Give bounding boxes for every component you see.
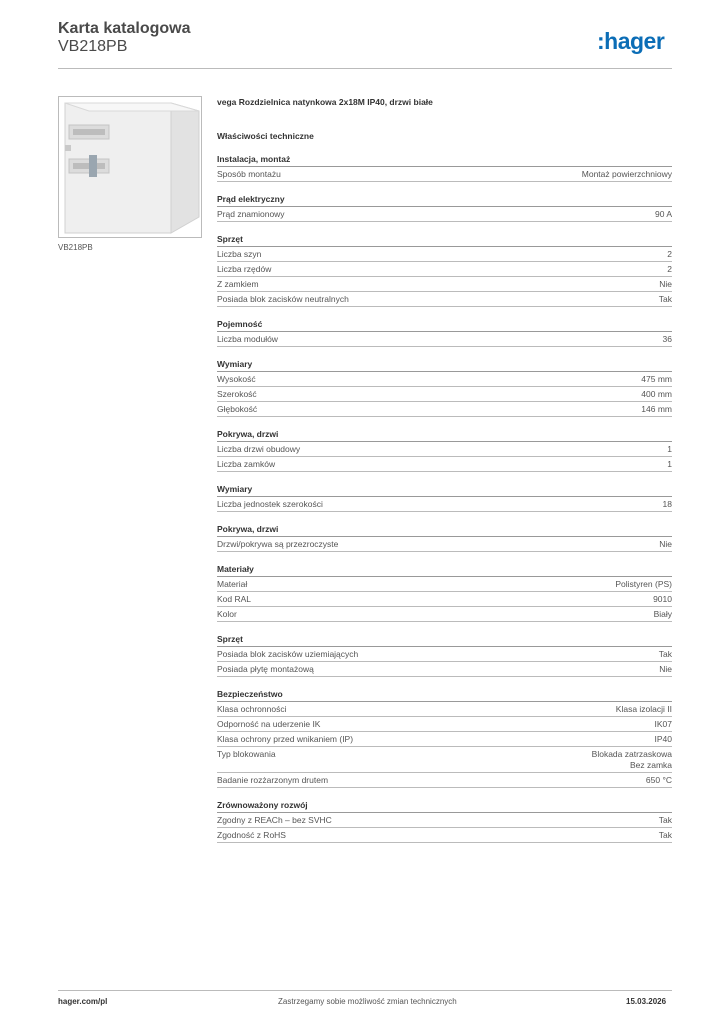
- spec-label: Zgodność z RoHS: [217, 830, 286, 840]
- spec-row: [217, 662, 672, 677]
- spec-value: 400 mm: [641, 389, 672, 399]
- spec-label: Zgodny z REACh – bez SVHC: [217, 815, 332, 825]
- section-heading: Pokrywa, drzwi: [217, 428, 672, 442]
- spec-value: Biały: [653, 609, 672, 619]
- section-heading: Wymiary: [217, 483, 672, 497]
- spec-label: Szerokość: [217, 389, 257, 399]
- tech-properties-title: Właściwości techniczne: [217, 131, 314, 141]
- spec-label: Drzwi/pokrywa są przezroczyste: [217, 539, 339, 549]
- spec-value: 90 A: [654, 209, 672, 219]
- spec-row: [217, 247, 672, 262]
- spec-value: Nie: [659, 539, 672, 549]
- spec-section: [217, 428, 672, 472]
- spec-section: [217, 688, 672, 788]
- spec-label: Prąd znamionowy: [217, 209, 285, 219]
- spec-value: Polistyren (PS): [615, 579, 672, 589]
- spec-label: Klasa ochrony przed wnikaniem (IP): [217, 734, 354, 744]
- spec-label: Z zamkiem: [217, 279, 259, 289]
- spec-label: Liczba jednostek szerokości: [217, 499, 323, 509]
- spec-row: [217, 747, 672, 773]
- spec-label: Posiada płytę montażową: [217, 664, 314, 674]
- spec-value: 475 mm: [641, 374, 672, 384]
- spec-label: Wysokość: [217, 374, 256, 384]
- spec-label: Typ blokowania: [217, 749, 276, 759]
- spec-row: [217, 207, 672, 222]
- spec-row: [217, 457, 672, 472]
- spec-section: [217, 233, 672, 307]
- section-heading: Pojemność: [217, 318, 672, 332]
- hager-logo: :hager: [597, 28, 665, 54]
- spec-value: Montaż powierzchniowy: [581, 169, 672, 179]
- spec-label: Odporność na uderzenie IK: [217, 719, 321, 729]
- spec-value: Tak: [658, 294, 672, 304]
- spec-section: [217, 318, 672, 347]
- spec-label: Liczba drzwi obudowy: [217, 444, 301, 454]
- spec-label: Posiada blok zacisków neutralnych: [217, 294, 349, 304]
- spec-row: [217, 732, 672, 747]
- section-heading: Wymiary: [217, 358, 672, 372]
- spec-value: Nie: [659, 279, 672, 289]
- section-heading: Sprzęt: [217, 633, 672, 647]
- spec-section: [217, 563, 672, 622]
- spec-row: [217, 167, 672, 182]
- spec-value: 146 mm: [641, 404, 672, 414]
- spec-label: Klasa ochronności: [217, 704, 287, 714]
- spec-section: [217, 523, 672, 552]
- spec-label: Kolor: [217, 609, 237, 619]
- enclosure-illustration-icon: [59, 97, 201, 237]
- spec-value: Nie: [659, 664, 672, 674]
- section-heading: Sprzęt: [217, 233, 672, 247]
- section-heading: Prąd elektryczny: [217, 193, 672, 207]
- spec-row: [217, 372, 672, 387]
- spec-label: Liczba modułów: [217, 334, 278, 344]
- spec-value: 9010: [653, 594, 672, 604]
- spec-content: [217, 96, 672, 843]
- section-heading: Pokrywa, drzwi: [217, 523, 672, 537]
- spec-row: [217, 442, 672, 457]
- spec-label: Głębokość: [217, 404, 258, 414]
- spec-value: IK07: [654, 719, 672, 729]
- spec-value: 1: [667, 444, 672, 454]
- spec-label: Liczba szyn: [217, 249, 262, 259]
- spec-row: [217, 262, 672, 277]
- spec-section: [217, 633, 672, 677]
- spec-row: [217, 717, 672, 732]
- spec-label: Liczba zamków: [217, 459, 276, 469]
- header-divider: [58, 68, 672, 69]
- spec-section: [217, 483, 672, 512]
- spec-value: 650 °C: [645, 775, 672, 785]
- footer-website: hager.com/pl: [58, 997, 108, 1006]
- spec-row: [217, 497, 672, 512]
- spec-value: Tak: [658, 649, 672, 659]
- spec-value: 2: [667, 264, 672, 274]
- product-image: [58, 96, 202, 238]
- spec-value: Tak: [658, 830, 672, 840]
- spec-label: Posiada blok zacisków uziemiających: [217, 649, 359, 659]
- spec-label: Kod RAL: [217, 594, 252, 604]
- product-title: vega Rozdzielnica natynkowa 2x18M IP40, drzwi białe: [217, 97, 433, 107]
- section-heading: Zrównoważony rozwój: [217, 799, 672, 813]
- footer-divider: [58, 990, 672, 991]
- spec-value: 36: [662, 334, 672, 344]
- spec-label: Materiał: [217, 579, 248, 589]
- spec-row: [217, 702, 672, 717]
- spec-row: [217, 387, 672, 402]
- spec-section: [217, 799, 672, 843]
- footer-notice: Zastrzegamy sobie możliwość zmian technicznych: [278, 997, 457, 1006]
- spec-row: [217, 813, 672, 828]
- section-heading: Bezpieczeństwo: [217, 688, 672, 702]
- spec-section: [217, 358, 672, 417]
- spec-row: [217, 828, 672, 843]
- section-heading: Instalacja, montaż: [217, 153, 672, 167]
- spec-value: 2: [667, 249, 672, 259]
- spec-section: [217, 153, 672, 182]
- spec-row: [217, 592, 672, 607]
- spec-value: IP40: [654, 734, 672, 744]
- spec-value: Blokada zatrzaskowa Bez zamka: [591, 749, 672, 770]
- page-title: Karta katalogowa: [58, 20, 191, 37]
- product-code: VB218PB: [58, 38, 128, 55]
- spec-value: Klasa izolacji II: [615, 704, 672, 714]
- spec-label: Sposób montażu: [217, 169, 281, 179]
- spec-row: [217, 647, 672, 662]
- image-caption: VB218PB: [58, 243, 93, 252]
- spec-row: [217, 537, 672, 552]
- spec-row: [217, 332, 672, 347]
- spec-value: 1: [667, 459, 672, 469]
- spec-row: [217, 773, 672, 788]
- section-heading: Materiały: [217, 563, 672, 577]
- spec-row: [217, 402, 672, 417]
- spec-sections: [217, 153, 672, 843]
- spec-row: [217, 607, 672, 622]
- spec-row: [217, 577, 672, 592]
- spec-row: [217, 292, 672, 307]
- spec-row: [217, 277, 672, 292]
- spec-label: Liczba rzędów: [217, 264, 272, 274]
- spec-section: [217, 193, 672, 222]
- spec-value: Tak: [658, 815, 672, 825]
- spec-label: Badanie rozżarzonym drutem: [217, 775, 329, 785]
- footer-date: 15.03.2026: [626, 997, 667, 1006]
- spec-value: 18: [662, 499, 672, 509]
